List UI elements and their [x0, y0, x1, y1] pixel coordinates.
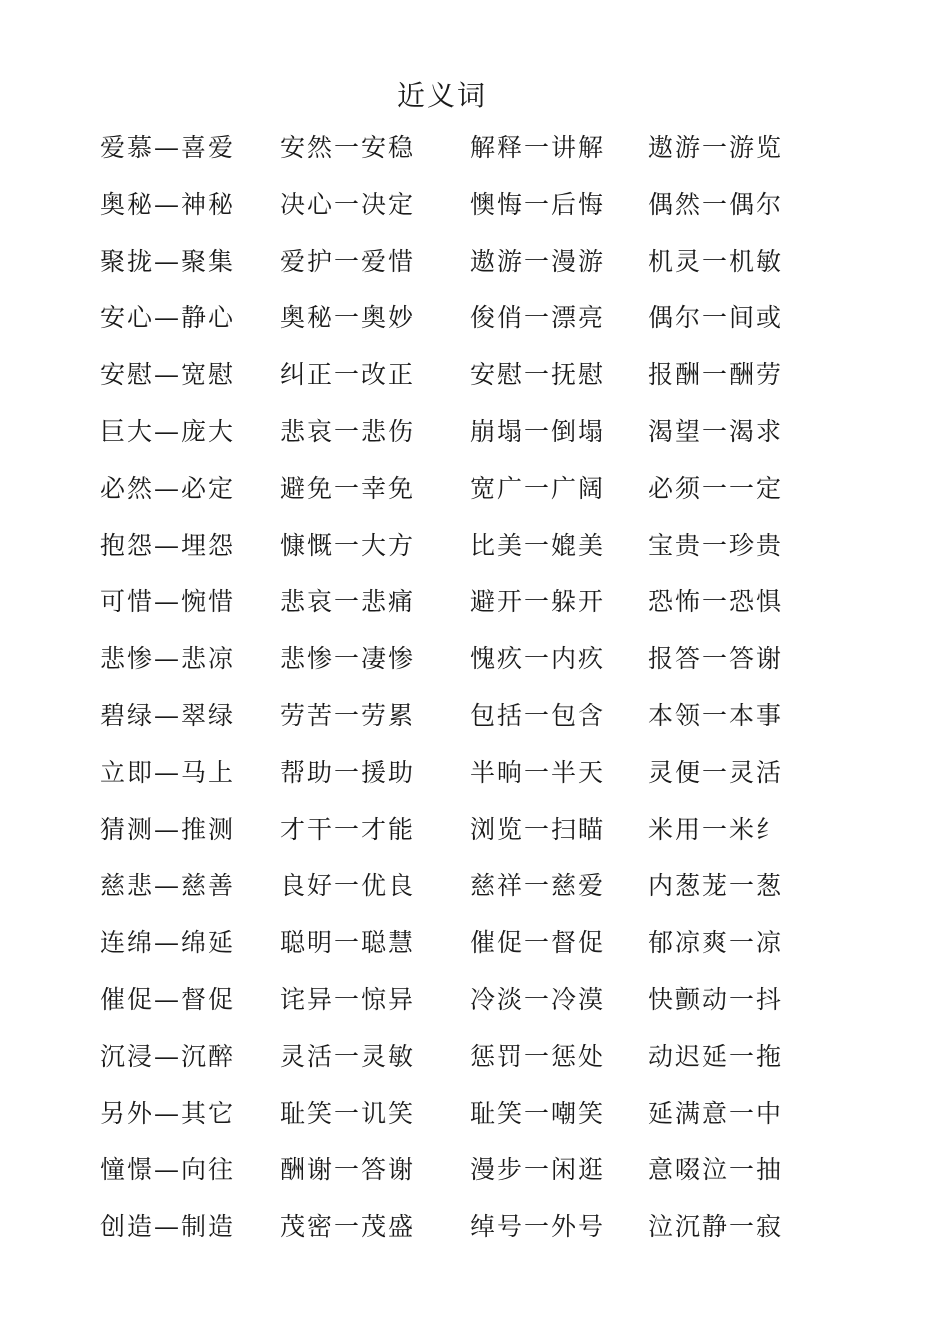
synonym-pair: 聪明一聪慧: [280, 928, 416, 958]
synonym-pair: 催促一督促: [470, 928, 606, 958]
synonym-pair: 奥秘一奥妙: [280, 303, 416, 333]
synonym-pair: 遨游一漫游: [470, 246, 606, 276]
synonym-pair: 半晌一半天: [470, 757, 606, 787]
synonym-pair: 可惜—惋惜: [100, 587, 236, 617]
table-row: [100, 1150, 900, 1207]
table-row: [100, 526, 900, 583]
synonym-pair: 米用一米纟: [648, 814, 784, 844]
synonym-pair: 安慰—宽慰: [100, 360, 236, 390]
synonym-pair: 慈悲—慈善: [100, 871, 236, 901]
table-row: [100, 412, 900, 469]
synonym-pair: 安然一安稳: [280, 133, 416, 162]
synonym-pair: 避免一幸免: [280, 473, 416, 503]
table-row: [100, 128, 900, 185]
synonym-pair: 动迟延一拖: [648, 1041, 784, 1071]
synonym-pair: 俊俏一漂亮: [470, 303, 606, 333]
synonym-pair: 连绵—绵延: [100, 928, 236, 958]
synonym-pair: 悲惨—悲凉: [100, 644, 236, 674]
synonym-pair: 茂密一茂盛: [280, 1212, 416, 1242]
synonym-pair: 慷慨一大方: [280, 530, 416, 560]
synonym-pair: 机灵一机敏: [648, 246, 784, 276]
table-row: [100, 753, 900, 810]
synonym-pair: 安心—静心: [100, 303, 236, 333]
synonym-pair: 报答一答谢: [648, 644, 784, 674]
synonym-pair: 沉浸—沉醉: [100, 1041, 236, 1071]
synonym-pair: 包括一包含: [470, 700, 606, 730]
table-row: [100, 1207, 900, 1264]
synonym-pair: 憧憬—向往: [100, 1155, 236, 1185]
synonym-pair: 安慰一抚慰: [470, 360, 606, 390]
synonym-pair: 抱怨—埋怨: [100, 530, 236, 560]
synonym-pair: 帮助一援助: [280, 757, 416, 787]
table-row: [100, 696, 900, 753]
table-row: [100, 866, 900, 923]
table-row: [100, 810, 900, 867]
synonym-pair: 催促—督促: [100, 984, 236, 1014]
table-row: [100, 1037, 900, 1094]
synonym-pair: 泣沉静一寂: [648, 1212, 784, 1242]
synonym-pair: 立即—马上: [100, 757, 236, 787]
page-title: 近义词: [396, 79, 487, 112]
synonym-pair: 遨游一游览: [648, 133, 784, 162]
table-row: [100, 242, 900, 299]
synonym-pair: 灵活一灵敏: [280, 1041, 416, 1071]
synonym-pair: 愧疚一内疚: [470, 644, 606, 674]
synonym-pair: 避开一躲开: [470, 587, 606, 617]
synonym-pair: 必须一一定: [648, 473, 784, 503]
synonym-pair: 爱护一爱惜: [280, 246, 416, 276]
synonym-pair: 内葱茏一葱: [648, 871, 784, 901]
synonym-pair: 懊悔一后悔: [470, 189, 606, 219]
synonym-table: [100, 128, 900, 1264]
table-row: [100, 1094, 900, 1151]
synonym-pair: 才干一才能: [280, 814, 416, 844]
synonym-pair: 另外—其它: [100, 1098, 236, 1128]
synonym-pair: 诧异一惊异: [280, 984, 416, 1014]
synonym-pair: 劳苦一劳累: [280, 700, 416, 730]
synonym-pair: 浏览一扫瞄: [470, 814, 606, 844]
synonym-pair: 悲哀一悲痛: [280, 587, 416, 617]
table-row: [100, 923, 900, 980]
synonym-pair: 本领一本事: [648, 700, 784, 730]
synonym-pair: 决心一决定: [280, 189, 416, 219]
synonym-pair: 比美一媲美: [470, 530, 606, 560]
synonym-pair: 创造—制造: [100, 1212, 236, 1242]
synonym-pair: 漫步一闲逛: [470, 1155, 606, 1185]
synonym-pair: 耻笑一嘲笑: [470, 1098, 606, 1128]
synonym-pair: 意啜泣一抽: [648, 1155, 784, 1185]
table-row: [100, 980, 900, 1037]
synonym-pair: 灵便一灵活: [648, 757, 784, 787]
synonym-pair: 爱慕—喜爱: [100, 133, 236, 162]
synonym-pair: 慈祥一慈爱: [470, 871, 606, 901]
synonym-pair: 快颤动一抖: [648, 984, 784, 1014]
synonym-pair: 绰号一外号: [470, 1212, 606, 1242]
synonym-pair: 解释一讲解: [470, 133, 606, 162]
table-row: [100, 298, 900, 355]
table-row: [100, 639, 900, 696]
synonym-pair: 猜测—推测: [100, 814, 236, 844]
synonym-pair: 纠正一改正: [280, 360, 416, 390]
synonym-pair: 惩罚一惩处: [470, 1041, 606, 1071]
synonym-pair: 偶尔一间或: [648, 303, 784, 333]
synonym-pair: 必然—必定: [100, 473, 236, 503]
synonym-pair: 宝贵一珍贵: [648, 530, 784, 560]
synonym-pair: 偶然一偶尔: [648, 189, 784, 219]
synonym-pair: 延满意一中: [648, 1098, 784, 1128]
synonym-pair: 崩塌一倒塌: [470, 416, 606, 446]
synonym-pair: 冷淡一冷漠: [470, 984, 606, 1014]
synonym-pair: 渴望一渴求: [648, 416, 784, 446]
synonym-pair: 奥秘—神秘: [100, 189, 236, 219]
synonym-pair: 聚拢—聚集: [100, 246, 236, 276]
synonym-pair: 耻笑一讥笑: [280, 1098, 416, 1128]
synonym-pair: 恐怖一恐惧: [648, 587, 784, 617]
synonym-pair: 报酬一酬劳: [648, 360, 784, 390]
synonym-pair: 悲惨一凄惨: [280, 644, 416, 674]
table-row: [100, 582, 900, 639]
table-row: [100, 185, 900, 242]
table-row: [100, 469, 900, 526]
synonym-pair: 郁凉爽一凉: [648, 928, 784, 958]
synonym-pair: 碧绿—翠绿: [100, 700, 236, 730]
synonym-pair: 巨大—庞大: [100, 416, 236, 446]
table-row: [100, 355, 900, 412]
synonym-pair: 酬谢一答谢: [280, 1155, 416, 1185]
synonym-pair: 宽广一广阔: [470, 473, 606, 503]
synonym-pair: 良好一优良: [280, 871, 416, 901]
synonym-pair: 悲哀一悲伤: [280, 416, 416, 446]
